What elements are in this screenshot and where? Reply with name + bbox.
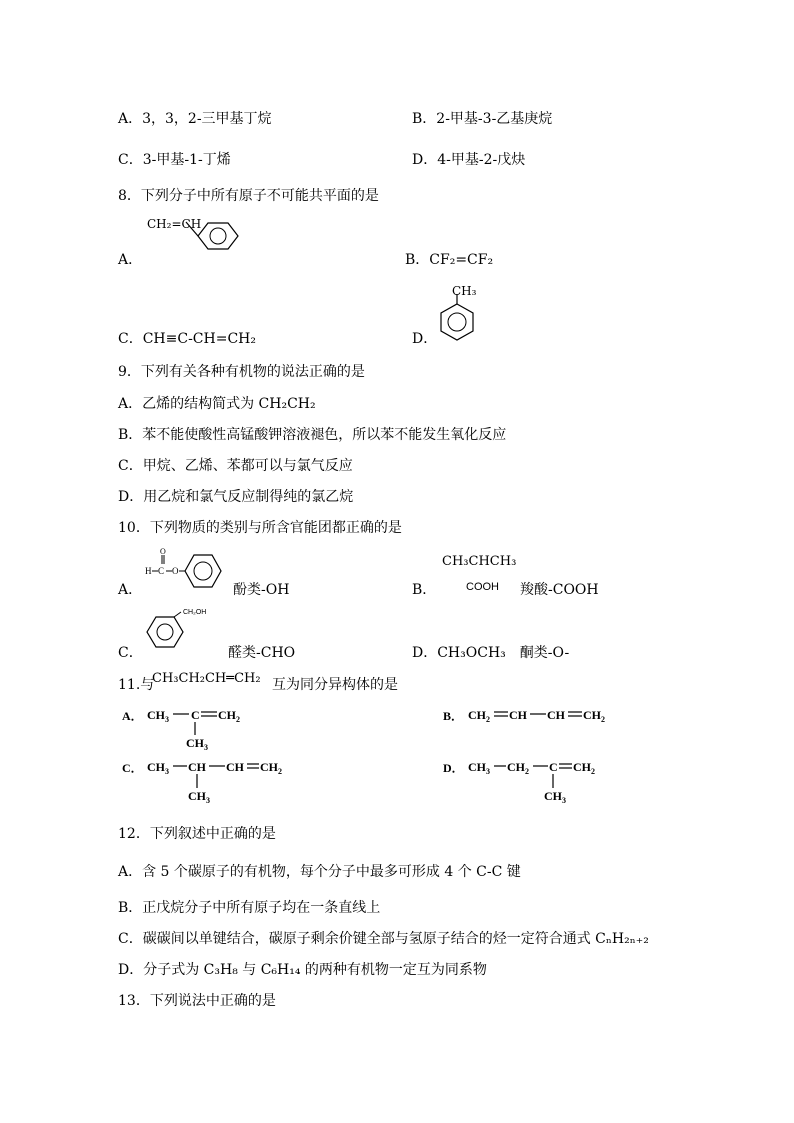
svg-text:CH2: $CH_2$: [260, 760, 282, 776]
svg-text:C: C: [191, 708, 200, 722]
svg-text:CH3: $CH_3$: [188, 789, 210, 805]
svg-text:H: H: [145, 566, 152, 576]
q12-option-d: D．分子式为 C₃H₈ 与 C₆H₁₄ 的两种有机物一定互为同系物: [118, 962, 487, 978]
q10-option-c-class: 醛类-CHO: [228, 645, 296, 661]
q9-option-b: B．苯不能使酸性高锰酸钾溶液褪色，所以苯不能发生氧化反应: [118, 427, 507, 443]
q11-c-structure: [145, 752, 295, 804]
q10-option-c-label: C．: [118, 645, 143, 661]
q9-stem: 9．下列有关各种有机物的说法正确的是: [118, 364, 365, 380]
q11-prefix: 11.与: [118, 677, 155, 693]
q10-option-b-label: B．: [412, 582, 437, 598]
q9-option-c: C．甲烷、乙烯、苯都可以与氯气反应: [118, 458, 353, 474]
svg-text:CH3: $CH_3$: [147, 760, 169, 776]
svg-text:CH3: $CH_3$: [468, 760, 490, 776]
q13-stem: 13．下列说法中正确的是: [118, 993, 276, 1009]
q10-a-phenyl-formate: [145, 547, 235, 595]
q10-stem: 10．下列物质的类别与所含官能团都正确的是: [118, 520, 402, 536]
q12-option-b: B．正戊烷分子中所有原子均在一条直线上: [118, 900, 381, 916]
svg-text:CH: CH: [547, 708, 565, 722]
q7-option-c: C．3-甲基-1-丁烯: [118, 152, 231, 168]
q8-a-vinyl-text: CH₂=CH: [147, 217, 202, 231]
q11-option-d-label: D．: [443, 761, 464, 775]
q8-a-benzene-ring: [190, 212, 250, 262]
q11-formula: CH₃CH₂CH═CH₂: [152, 671, 261, 686]
q10-b-cooh: COOH: [466, 581, 499, 593]
q12-option-a: A．含 5 个碳原子的有机物，每个分子中最多可形成 4 个 C-C 键: [118, 864, 521, 880]
q11-d-structure: [466, 752, 616, 804]
q10-b-chain: CH₃CHCH₃: [442, 554, 517, 569]
q10-option-b-class: 羧酸-COOH: [520, 582, 599, 598]
svg-text:CH: CH: [226, 760, 244, 774]
q8-stem: 8．下列分子中所有原子不可能共平面的是: [118, 188, 379, 204]
svg-text:CH3: $CH_3$: [147, 708, 169, 724]
svg-text:C: C: [549, 760, 558, 774]
q8-option-c: C．CH≡C-CH=CH₂: [118, 331, 256, 347]
svg-text:CH2: $CH_2$: [583, 708, 605, 724]
q8-option-a-label: A．: [118, 252, 143, 268]
svg-text:CH2: $CH_2$: [507, 760, 529, 776]
q7-option-a: A．3，3，2-三甲基丁烷: [118, 111, 272, 127]
svg-text:O: O: [160, 547, 166, 556]
q8-d-methyl: CH₃: [452, 284, 477, 298]
q11-option-c-label: C．: [122, 761, 143, 775]
svg-text:O: O: [172, 566, 179, 576]
q11-a-structure: [145, 700, 265, 750]
q11-option-b-label: B．: [443, 709, 464, 723]
svg-text:CH: CH: [509, 708, 527, 722]
svg-text:C: C: [158, 566, 165, 576]
q10-option-a-class: 酚类-OH: [233, 582, 290, 598]
q8-option-d-label: D．: [412, 331, 438, 347]
q7-option-d: D．4-甲基-2-戊炔: [412, 152, 526, 168]
q10-option-a-label: A．: [118, 582, 143, 598]
q12-option-c: C．碳碳间以单键结合，碳原子剩余价键全部与氢原子结合的烃一定符合通式 CₙH₂ₙ₊₂: [118, 931, 649, 947]
q8-option-b: B．CF₂=CF₂: [405, 252, 494, 268]
q11-suffix: 互为同分异构体的是: [272, 677, 398, 693]
q8-d-toluene-ring: [435, 290, 495, 345]
svg-text:CH2: $CH_2$: [573, 760, 595, 776]
q10-option-d: D．CH₃OCH₃ 酮类-O-: [412, 645, 570, 661]
q11-b-structure: [466, 700, 616, 725]
q9-option-d: D．用乙烷和氯气反应制得纯的氯乙烷: [118, 489, 354, 505]
svg-text:CH3: $CH_3$: [544, 789, 566, 805]
svg-text:CH: CH: [188, 760, 206, 774]
svg-text:CH3: $CH_3$: [186, 736, 208, 752]
q10-c-ch2oh: CH₂OH: [183, 609, 207, 616]
q7-option-b: B．2-甲基-3-乙基庚烷: [412, 111, 553, 127]
q12-stem: 12．下列叙述中正确的是: [118, 826, 276, 842]
svg-text:CH2: $CH_2$: [468, 708, 490, 724]
q11-option-a-label: A．: [122, 709, 143, 723]
q9-option-a: A．乙烯的结构简式为 CH₂CH₂: [118, 396, 316, 412]
svg-text:CH2: $CH_2$: [218, 708, 240, 724]
